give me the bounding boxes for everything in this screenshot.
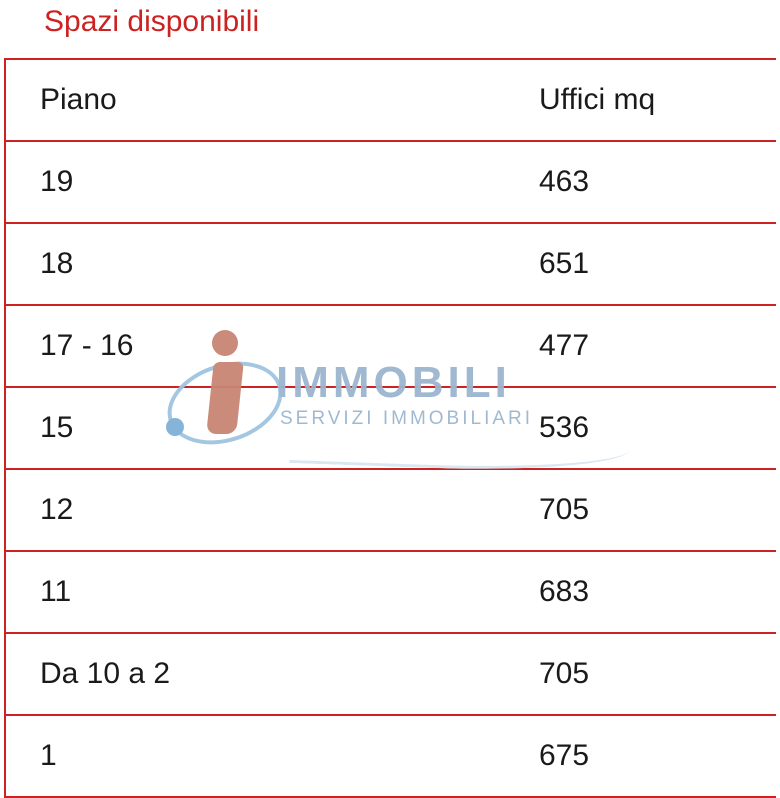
cell-uffici-mq: 705 xyxy=(539,469,776,551)
watermark-brand: IMMOBILI xyxy=(276,358,511,407)
available-spaces-table xyxy=(4,58,776,798)
table-row xyxy=(4,387,776,469)
table-row xyxy=(4,223,776,305)
cell-uffici-mq: 536 xyxy=(539,387,776,469)
cell-uffici-mq: 683 xyxy=(539,551,776,633)
table-row xyxy=(4,469,776,551)
cell-piano: 11 xyxy=(4,551,539,633)
cell-piano: 18 xyxy=(4,223,539,305)
table-row xyxy=(4,141,776,223)
table-row xyxy=(4,305,776,387)
cell-uffici-mq: 675 xyxy=(539,715,776,797)
cell-piano: 19 xyxy=(4,141,539,223)
watermark-tagline: SERVIZI IMMOBILIARI xyxy=(280,408,534,429)
table-header-row xyxy=(4,59,776,141)
cell-piano: 12 xyxy=(4,469,539,551)
column-header-uffici-mq: Uffici mq xyxy=(539,59,776,141)
cell-uffici-mq: 651 xyxy=(539,223,776,305)
page-title: Spazi disponibili xyxy=(44,5,260,38)
table-row xyxy=(4,633,776,715)
column-header-piano: Piano xyxy=(4,59,539,141)
cell-uffici-mq: 463 xyxy=(539,141,776,223)
cell-piano: Da 10 a 2 xyxy=(4,633,539,715)
cell-piano: 17 - 16 xyxy=(4,305,539,387)
cell-uffici-mq: 705 xyxy=(539,633,776,715)
cell-uffici-mq: 477 xyxy=(539,305,776,387)
cell-piano: 1 xyxy=(4,715,539,797)
table-row xyxy=(4,551,776,633)
table-row xyxy=(4,715,776,797)
cell-piano: 15 xyxy=(4,387,539,469)
